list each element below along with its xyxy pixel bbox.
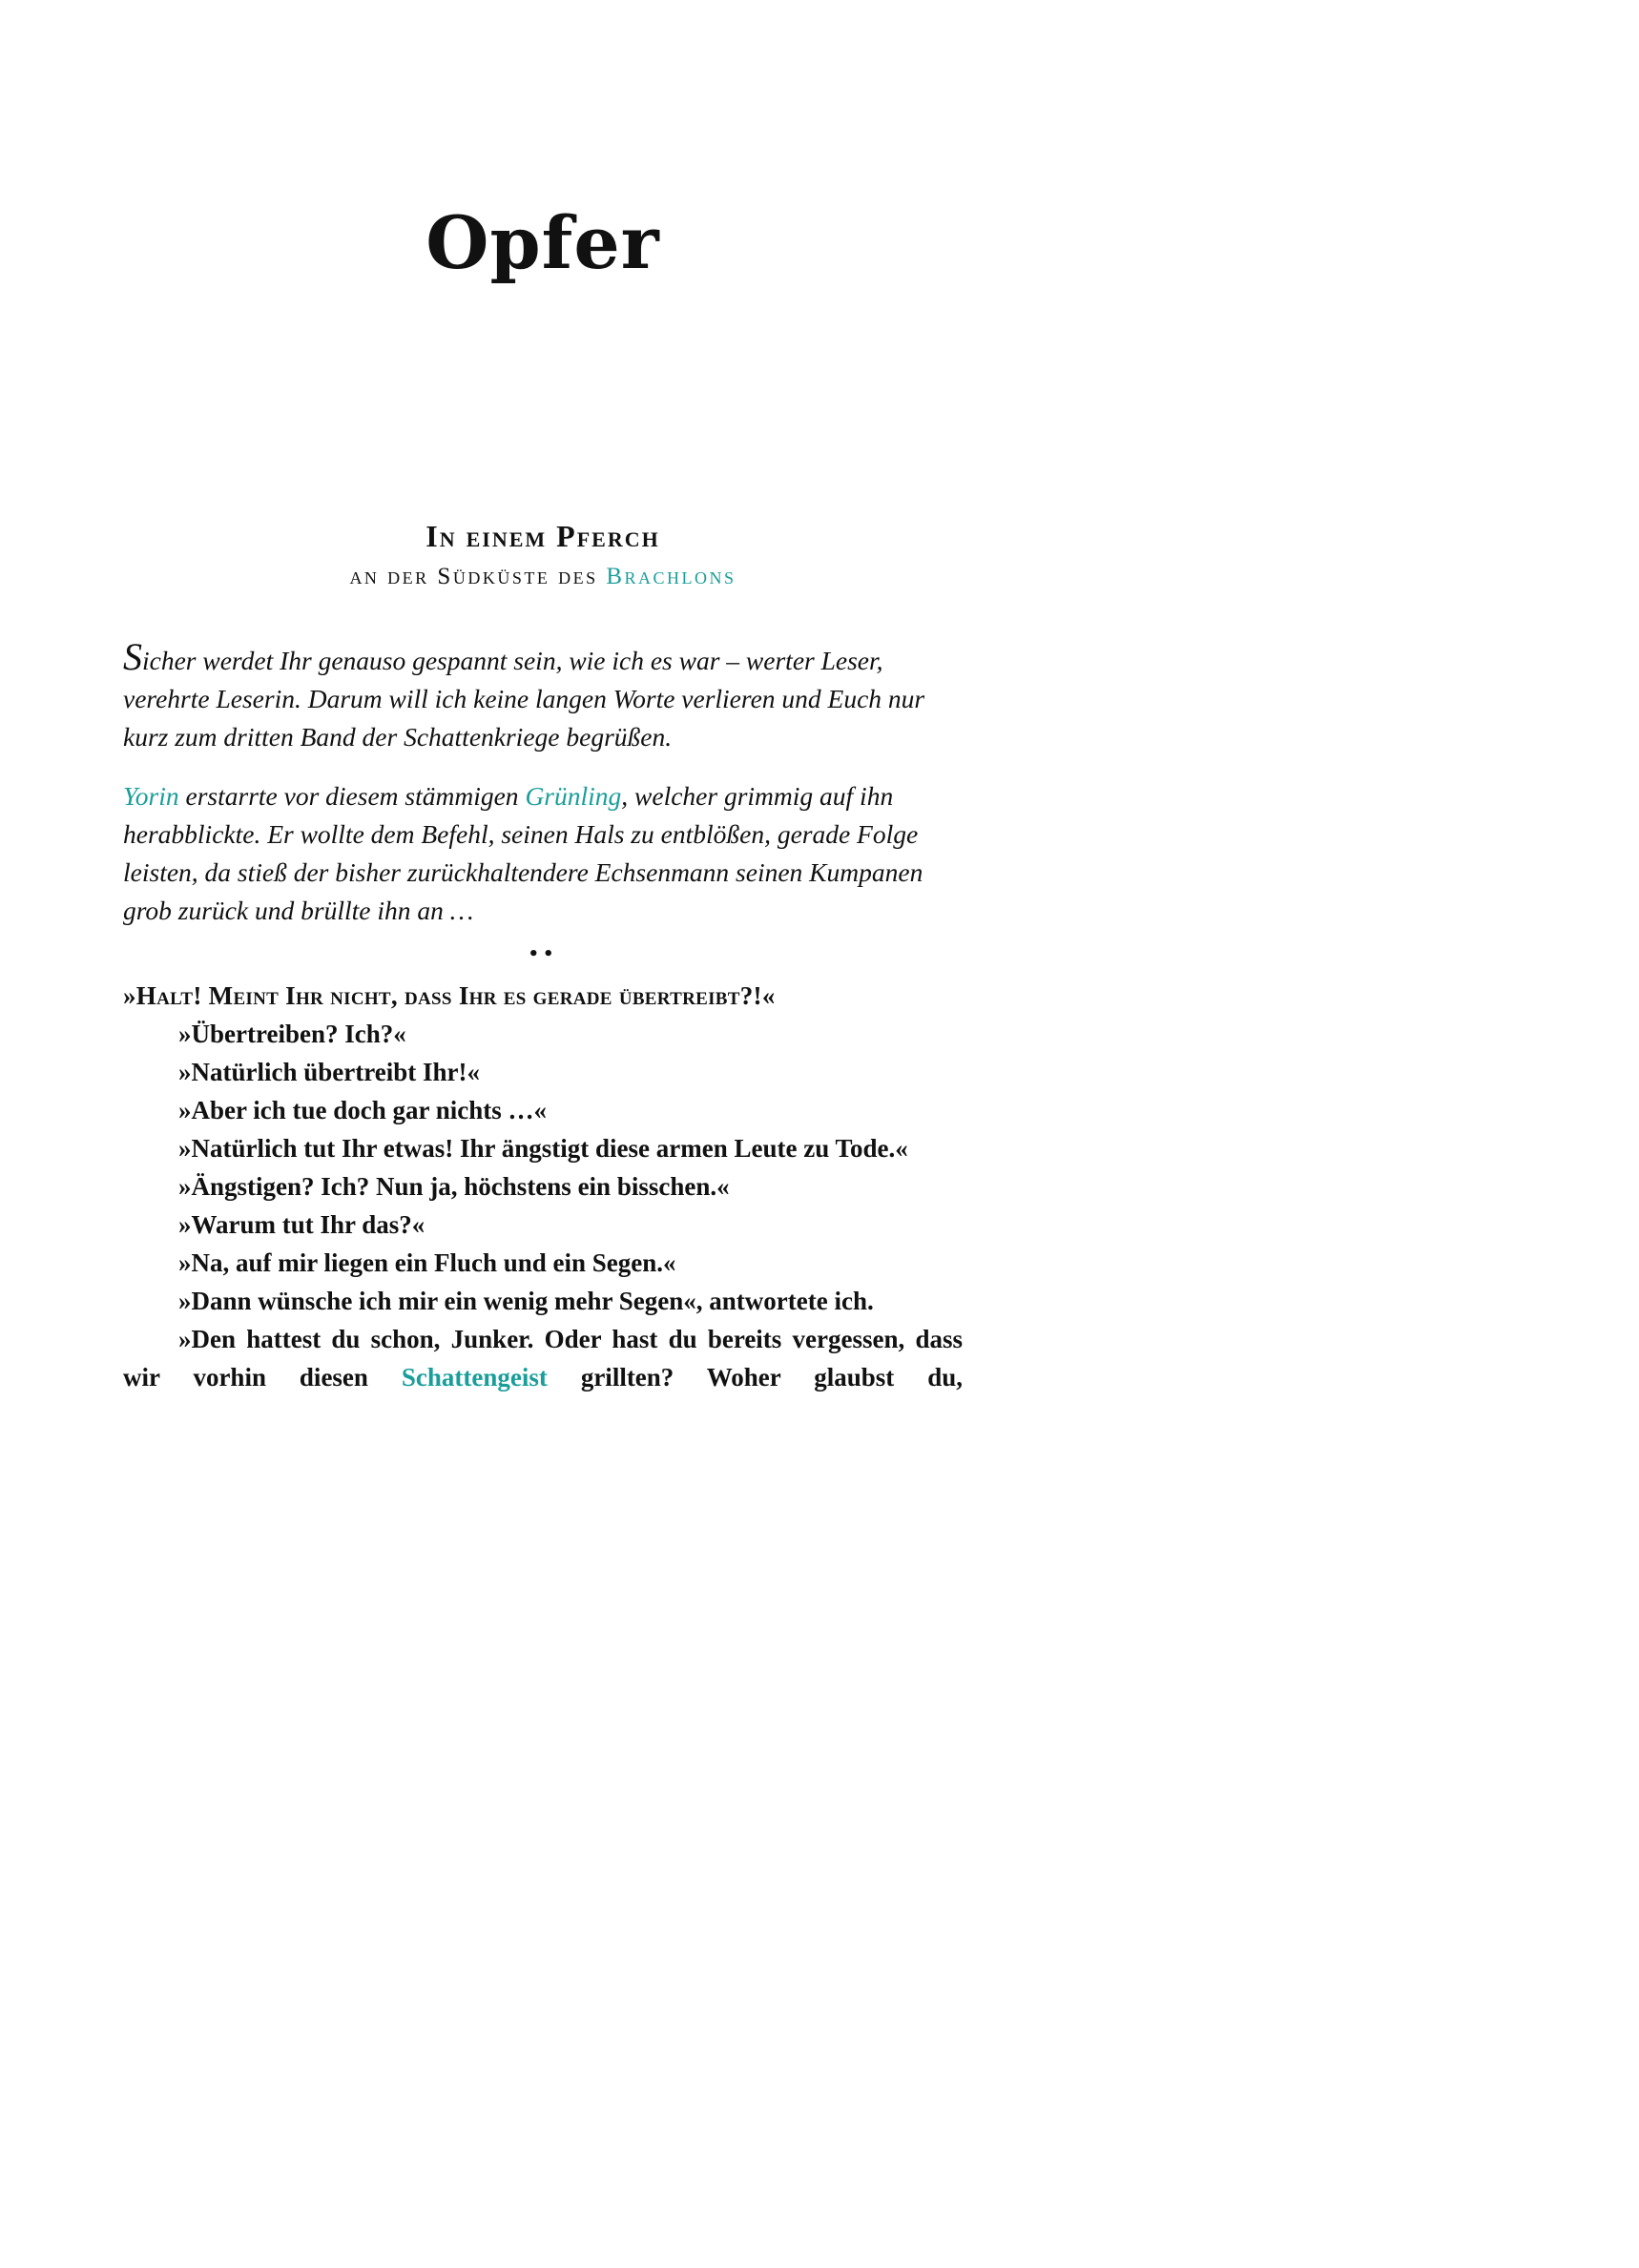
book-page bbox=[0, 0, 1086, 1502]
intro-text-1: icher werdet Ihr genauso gespannt sein, wie ich es war – werter Leser, verehrte Leserin. Darum will ich keine langen Worte verlieren und Euch nur kurz zum dritten Band der Schattenkriege begrüßen. bbox=[123, 646, 925, 752]
dialogue-line: »Ängstigen? Ich? Nun ja, höchstens ein bisschen.« bbox=[178, 1172, 730, 1201]
dialogue-line: »Halt! Meint Ihr nicht, dass Ihr es gerade übertreibt?!« bbox=[123, 981, 776, 1010]
dialogue-line: »Na, auf mir liegen ein Fluch und ein Segen.« bbox=[178, 1248, 676, 1277]
dialogue-text: »Den hattest du schon, Junker. Oder hast du bereits vergessen, dass wir vorhin diesen bbox=[123, 1325, 963, 1392]
chapter-title: Opfer bbox=[425, 200, 660, 285]
dialogue-line: »Natürlich übertreibt Ihr!« bbox=[178, 1058, 480, 1086]
term-schattengeist: Schattengeist bbox=[401, 1363, 548, 1392]
intro-text-2a: erstarrte vor diesem stämmigen bbox=[178, 781, 526, 811]
dialogue-line-last bbox=[123, 1320, 963, 1396]
name-yorin: Yorin bbox=[123, 781, 179, 811]
intro-text-2b: , welcher grimmig auf ihn herabblickte. Er wollte dem Befehl, seinen Hals zu entblößen, gerade Folge leisten, da stieß der bisher zurückhaltendere Echsenmann seinen Kumpanen grob zurück und brüllte ihn an … bbox=[123, 781, 923, 925]
term-gruenling: Grünling bbox=[525, 781, 622, 811]
location-place: Brachlons bbox=[606, 564, 737, 589]
section-separator: •• bbox=[528, 944, 558, 964]
dialogue-text: grillten? Woher glaubst du, bbox=[547, 1363, 963, 1392]
intro-paragraph-1 bbox=[123, 635, 963, 756]
dialogue-body bbox=[123, 977, 963, 1396]
dialogue-line: »Warum tut Ihr das?« bbox=[178, 1210, 425, 1239]
intro-paragraph-2 bbox=[123, 777, 963, 930]
dialogue-line: »Dann wünsche ich mir ein wenig mehr Segen«, antwortete ich. bbox=[178, 1287, 874, 1315]
location-prefix: an der Südküste des bbox=[349, 564, 598, 589]
location-heading: In einem Pferch bbox=[425, 519, 660, 553]
dialogue-line: »Übertreiben? Ich?« bbox=[178, 1020, 406, 1048]
dialogue-line: »Natürlich tut Ihr etwas! Ihr ängstigt diese armen Leute zu Tode.« bbox=[178, 1134, 908, 1163]
drop-cap: S bbox=[123, 635, 142, 678]
dialogue-line: »Aber ich tue doch gar nichts …« bbox=[178, 1096, 548, 1124]
location-subheading bbox=[0, 561, 1086, 593]
